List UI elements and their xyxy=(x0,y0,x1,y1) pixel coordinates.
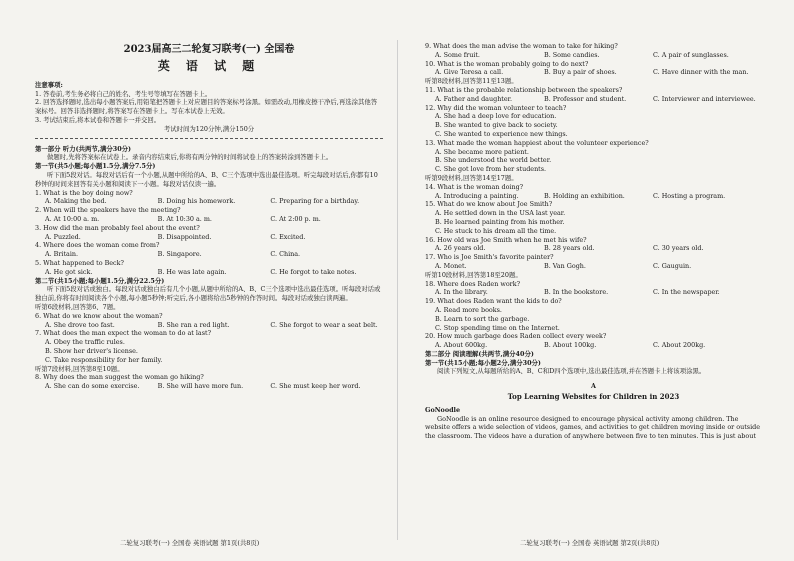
option: B. At 10:30 a. m. xyxy=(157,214,212,223)
part1-title: 第一部分 听力(共两节,满分30分) xyxy=(35,144,132,153)
option: B. He was late again. xyxy=(157,267,227,276)
option: A. She drove too fast. xyxy=(45,320,115,329)
question: 14. What is the woman doing? xyxy=(425,182,524,191)
dashed-divider xyxy=(35,138,383,139)
options xyxy=(435,288,762,297)
notice-item: 3. 考试结束后,将本试卷和答题卡一并交回。 xyxy=(35,115,161,124)
options xyxy=(435,209,762,235)
option: B. She understood the world better. xyxy=(435,156,552,165)
option: B. Show her driver's license. xyxy=(45,346,138,355)
option: B. About 100kg. xyxy=(544,341,597,350)
option: C. Hosting a program. xyxy=(653,191,726,200)
question: 6. What do we know about the woman? xyxy=(35,311,163,320)
question: 8. Why does the man suggest the woman go hiking? xyxy=(35,373,204,382)
page-footer-right: 二轮复习联考(一) 全国卷 英语试题 第2页(共8页) xyxy=(520,539,660,547)
option: C. In the newspaper. xyxy=(653,288,720,297)
options xyxy=(45,215,383,224)
options xyxy=(435,244,762,253)
option: B. Buy a pair of shoes. xyxy=(544,68,617,77)
option: B. She ran a red light. xyxy=(157,320,230,329)
option: C. Interviewer and interviewee. xyxy=(653,94,756,103)
option: B. Singapore. xyxy=(157,250,202,259)
option: C. She must keep her word. xyxy=(270,382,361,391)
option: B. Doing his homework. xyxy=(157,197,236,206)
option: A. Obey the traffic rules. xyxy=(45,338,125,347)
question: 20. How much garbage does Raden collect every week? xyxy=(425,332,607,341)
options xyxy=(45,233,383,242)
question: 9. What does the man advise the woman to take for hiking? xyxy=(425,42,618,50)
options xyxy=(435,112,762,138)
option: A. Some fruit. xyxy=(435,50,480,59)
option: A. Read more books. xyxy=(435,305,502,314)
question: 5. What happened to Beck? xyxy=(35,258,124,267)
question: 15. What do we know about Joe Smith? xyxy=(425,200,553,209)
passage-title: Top Learning Websites for Children in 2023 xyxy=(507,392,680,402)
question: 18. Where does Raden work? xyxy=(425,279,521,288)
options xyxy=(435,262,762,271)
site-text: GoNoodle is an online resource designed to encourage physical activity among children. The website offers a wide selection of videos, games, and activities to get children moving inside or outside the classroom. The videos have a duration of anywhere between five to ten minutes. This is just about xyxy=(425,414,760,441)
options xyxy=(45,250,383,259)
option: A. Puzzled. xyxy=(45,232,81,241)
option: A. Making the bed. xyxy=(45,197,107,206)
option: C. He forgot to take notes. xyxy=(270,267,357,276)
options xyxy=(45,338,383,364)
options xyxy=(435,51,762,60)
option: C. She wanted to experience new things. xyxy=(435,129,568,138)
exam-subtitle: 英 语 试 题 xyxy=(157,59,261,73)
option: C. She got love from her students. xyxy=(435,165,547,174)
option: C. A pair of sunglasses. xyxy=(653,50,729,59)
question: 12. Why did the woman volunteer to teach? xyxy=(425,103,567,112)
options xyxy=(435,306,762,332)
option: C. China. xyxy=(270,250,301,259)
exam-title: 2023届高三二轮复习联考(一) 全国卷 xyxy=(123,44,295,55)
option: C. Have dinner with the man. xyxy=(653,68,749,77)
sec2-intro: 听下面5段对话或独白。每段对话或独白后有几个小题,从题中所给的A、B、C三个选项中选出最佳选项。听每段对话或独白前,你将有时间阅读各个小题,每小题5秒钟;听完后,各小题将给出5秒钟的作答时间。每段对话或独白读两遍。 xyxy=(35,285,381,303)
option: A. He got sick. xyxy=(45,267,93,276)
part2-intro: 阅读下列短文,从每题所给的A、B、C和D四个选项中,选出最佳选项,并在答题卡上将该项涂黑。 xyxy=(437,367,706,376)
options xyxy=(45,382,383,391)
option: B. Some candies. xyxy=(544,50,600,59)
notice-label: 注意事项: xyxy=(35,80,63,89)
part2-sec1-title: 第一节(共15小题;每小题2分,满分30分) xyxy=(425,358,541,367)
option: C. Stop spending time on the Internet. xyxy=(435,323,560,332)
listening-note: 听第6段材料,回答第6、7题。 xyxy=(35,302,120,311)
listening-note: 听第8段材料,回答第11至13题。 xyxy=(425,77,518,86)
sec2-title: 第二节(共15小题;每小题1.5分,满分22.5分) xyxy=(35,276,165,285)
sec1-intro: 听下面5段对话。每段对话后有一个小题,从题中所给的A、B、C三个选项中选出最佳选项。听完每段对话后,你都有10秒钟的时间来回答有关小题和阅读下一小题。每段对话仅读一遍。 xyxy=(35,170,378,188)
option: B. She wanted to give back to society. xyxy=(435,121,558,130)
option: C. About 200kg. xyxy=(653,341,706,350)
page-footer-left: 二轮复习联考(一) 全国卷 英语试题 第1页(共8页) xyxy=(120,539,260,547)
options xyxy=(435,68,762,77)
option: C. At 2:00 p. m. xyxy=(270,214,321,223)
listening-note: 听第9段材料,回答第14至17题。 xyxy=(425,173,518,182)
option: A. Britain. xyxy=(45,250,79,259)
option: A. He settled down in the USA last year. xyxy=(435,209,566,218)
listening-note: 听第10段材料,回答第18至20题。 xyxy=(425,270,522,279)
option: C. Preparing for a birthday. xyxy=(270,197,360,206)
options xyxy=(435,148,762,174)
option: A. Give Teresa a call. xyxy=(435,68,504,77)
option: B. Disappointed. xyxy=(157,232,212,241)
question: 19. What does Raden want the kids to do? xyxy=(425,297,562,306)
option: C. He stuck to his dream all the time. xyxy=(435,226,557,235)
option: C. She forgot to wear a seat belt. xyxy=(270,320,378,329)
options xyxy=(45,321,383,330)
part2-title: 第二部分 阅读理解(共两节,满分40分) xyxy=(425,349,534,358)
option: A. About 600kg. xyxy=(435,341,488,350)
option: B. Van Gogh. xyxy=(544,261,586,270)
option: A. At 10:00 a. m. xyxy=(45,214,100,223)
option: A. Father and daughter. xyxy=(435,94,513,103)
right-page xyxy=(397,0,794,561)
question: 7. What does the man expect the woman to do at last? xyxy=(35,329,211,338)
options xyxy=(435,341,762,350)
site-name: GoNoodle xyxy=(425,405,461,414)
notice-item: 1. 答卷前,考生务必将自己的姓名、考生号等填写在答题卡上。 xyxy=(35,89,212,98)
option: A. Introducing a painting. xyxy=(435,191,519,200)
question: 10. What is the woman probably going to do next? xyxy=(425,59,589,68)
option: C. Excited. xyxy=(270,232,306,241)
option: B. Learn to sort the garbage. xyxy=(435,314,530,323)
options xyxy=(45,268,383,277)
part1-intro: 做题时,先将答案标在试卷上。录音内容结束后,你将有两分钟的时间将试卷上的答案转涂到答题卡上。 xyxy=(47,153,333,162)
option: B. She will have more fun. xyxy=(157,382,244,391)
option: C. Take responsibility for her family. xyxy=(45,355,163,364)
option: A. 26 years old. xyxy=(435,244,486,253)
listening-note: 听第7段材料,回答第8至10题。 xyxy=(35,364,124,373)
question: 3. How did the man probably feel about the event? xyxy=(35,223,200,232)
question: 11. What is the probable relationship between the speakers? xyxy=(425,85,623,94)
notice-item: 2. 回答选择题时,选出每小题答案后,用铅笔把答题卡上对应题目的答案标号涂黑。如需改动,用橡皮擦干净后,再选涂其他答案标号。回答非选择题时,将答案写在答题卡上。写在本试卷上无效。 xyxy=(35,98,378,116)
question: 13. What made the woman happiest about the volunteer experience? xyxy=(425,138,649,147)
question: 2. When will the speakers have the meeting? xyxy=(35,206,181,215)
option: C. 30 years old. xyxy=(653,244,704,253)
sec1-title: 第一节(共5小题;每小题1.5分,满分7.5分) xyxy=(35,162,156,171)
option: A. In the library. xyxy=(435,288,488,297)
question: 16. How old was Joe Smith when he met his wife? xyxy=(425,235,587,244)
option: B. Professor and student. xyxy=(544,94,627,103)
option: A. Monet. xyxy=(435,261,467,270)
option: B. He learned painting from his mother. xyxy=(435,217,565,226)
question: 4. Where does the woman come from? xyxy=(35,241,160,250)
option: C. Gauguin. xyxy=(653,261,692,270)
question: 1. What is the boy doing now? xyxy=(35,188,133,197)
passage-letter: A xyxy=(591,382,596,391)
options xyxy=(45,197,383,206)
option: B. In the bookstore. xyxy=(544,288,609,297)
option: B. 28 years old. xyxy=(544,244,595,253)
option: B. Holding an exhibition. xyxy=(544,191,625,200)
question: 17. Who is Joe Smith's favorite painter? xyxy=(425,253,554,262)
option: A. She can do some exercise. xyxy=(45,382,140,391)
options xyxy=(435,192,762,201)
option: A. She had a deep love for education. xyxy=(435,112,557,121)
time-line: 考试时间为120分钟,满分150分 xyxy=(163,124,255,133)
option: A. She became more patient. xyxy=(435,147,529,156)
options xyxy=(435,95,762,104)
